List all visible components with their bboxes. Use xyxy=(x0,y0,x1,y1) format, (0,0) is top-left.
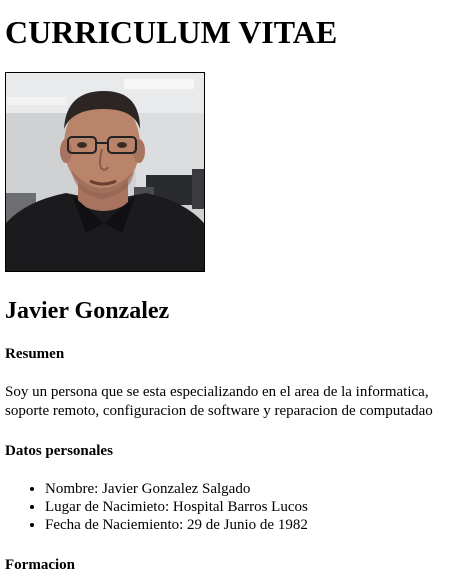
profile-photo-illustration xyxy=(6,73,204,271)
summary-line-1: Soy un persona que se esta especializando en el area de la informatica, xyxy=(5,384,429,400)
list-item: • Lugar de Nacimieto: Hospital Barros Lucos xyxy=(45,498,308,516)
personal-data-list xyxy=(5,480,308,534)
list-item: • Nombre: Javier Gonzalez Salgado xyxy=(45,480,308,498)
profile-photo xyxy=(5,72,205,272)
summary-text xyxy=(5,383,459,421)
summary-heading: Resumen xyxy=(5,346,65,362)
summary-line-2: soporte remoto, configuracion de software y reparacion de computadao xyxy=(5,403,433,419)
education-heading: Formacion xyxy=(5,557,75,573)
page-title: CURRICULUM VITAE xyxy=(5,14,338,50)
list-item: • Fecha de Naciemiento: 29 de Junio de 1982 xyxy=(45,516,308,534)
personal-data-heading: Datos personales xyxy=(5,443,113,459)
profile-name: Javier Gonzalez xyxy=(5,298,170,324)
